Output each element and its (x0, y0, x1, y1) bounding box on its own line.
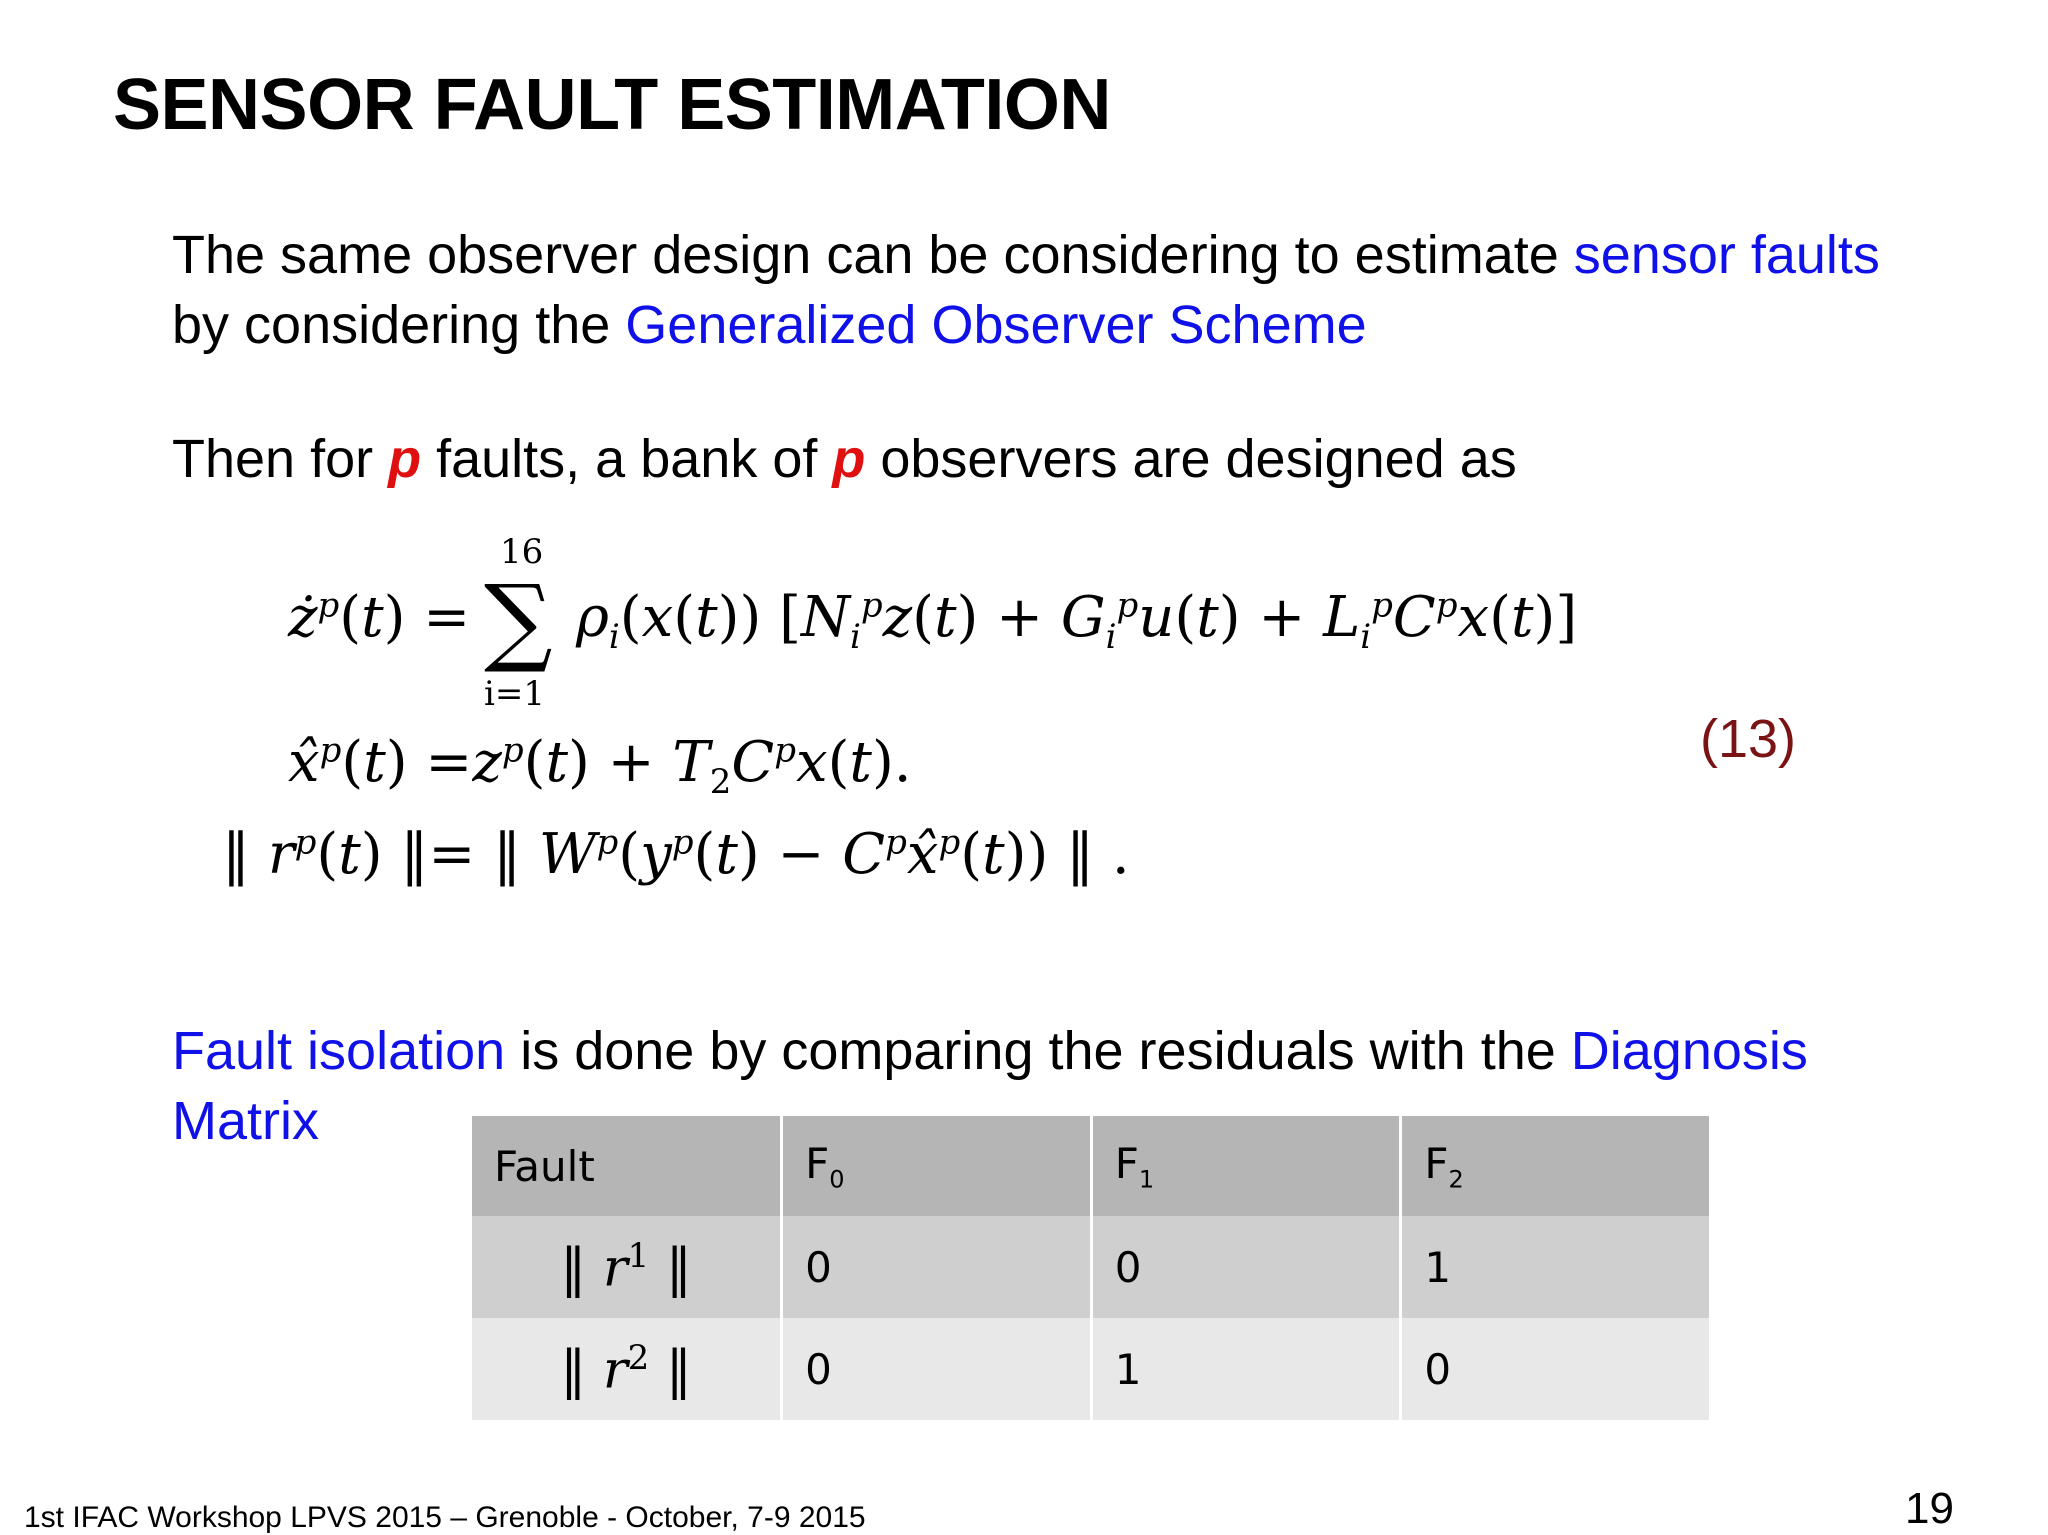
equation-line-3: ‖ $r^p(t)$ ‖= ‖ $W^p(y^p(t)$ − $C^px̂^p(t)$) ‖ . (222, 822, 1130, 887)
table-cell: 0 (1401, 1318, 1711, 1420)
diagnosis-link: Diagnosis (1570, 1021, 1808, 1081)
sensor-faults-link: sensor faults (1573, 225, 1880, 285)
header-label: F (805, 1138, 830, 1188)
equation-number: (13) (1700, 709, 1797, 769)
residual-superscript: 1 (627, 1235, 650, 1276)
table-cell: 0 (782, 1318, 1092, 1420)
sentence-text-3: observers are designed as (865, 429, 1517, 489)
table-cell: 1 (1091, 1318, 1401, 1420)
header-subscript: 2 (1448, 1165, 1464, 1194)
header-f0 (782, 1116, 1092, 1216)
intro-text-2: by considering the (172, 295, 626, 355)
header-label: F (1424, 1138, 1449, 1188)
equation-line-2: x̂$^p$(t) $=z^p(t) + T_2C^px(t)$. (288, 730, 912, 803)
sum-lower-limit: i=1 (484, 674, 545, 714)
header-f1 (1091, 1116, 1401, 1216)
header-subscript: 1 (1138, 1165, 1155, 1194)
fault-isolation-text: is done by comparing the residuals with the (505, 1021, 1571, 1081)
table-header-row (472, 1116, 1711, 1216)
equation-line-1-rhs: $\rho_i(x(t)) [N_i^pz(t) + G_i^pu(t) + L_i^pC^px(t)]$ (576, 585, 1578, 658)
matrix-link: Matrix (172, 1091, 319, 1151)
generalized-observer-scheme-link: Generalized Observer Scheme (625, 295, 1367, 355)
sentence-text-1: Then for (172, 429, 389, 489)
fault-isolation-link: Fault isolation (172, 1021, 506, 1081)
header-fault (472, 1116, 782, 1216)
header-label: F (1114, 1138, 1139, 1188)
sentence-text-2: faults, a bank of (421, 429, 833, 489)
p-variable: p (388, 429, 422, 489)
footer-text: 1st IFAC Workshop LPVS 2015 – Grenoble - October, 7-9 2015 (24, 1501, 866, 1534)
header-f2 (1401, 1116, 1711, 1216)
residual-label-r1: ‖ $r^1$ ‖ (472, 1216, 782, 1318)
intro-paragraph (172, 220, 1880, 360)
intro-text-1: The same observer design can be considering to estimate (172, 225, 1574, 285)
header-label: Fault (494, 1141, 595, 1191)
p-variable: p (832, 429, 866, 489)
diagnosis-matrix-table (472, 1116, 1712, 1420)
table-row (472, 1216, 1711, 1318)
sum-symbol: ∑ (484, 564, 553, 676)
residual-label-r2: ‖ $r^2$ ‖ (472, 1318, 782, 1420)
slide-title: SENSOR FAULT ESTIMATION (113, 65, 1111, 145)
page-number: 19 (1905, 1484, 1954, 1533)
table-cell: 1 (1401, 1216, 1711, 1318)
table-cell: 0 (782, 1216, 1092, 1318)
residual-superscript: 2 (627, 1337, 650, 1378)
equation-line-1-lhs: $ż^p(t)$ = (288, 585, 471, 650)
table-row (472, 1318, 1711, 1420)
observer-bank-sentence (172, 424, 1517, 494)
table-cell: 0 (1091, 1216, 1401, 1318)
sum-upper-limit: 16 (500, 532, 544, 572)
header-subscript: 0 (829, 1165, 845, 1194)
